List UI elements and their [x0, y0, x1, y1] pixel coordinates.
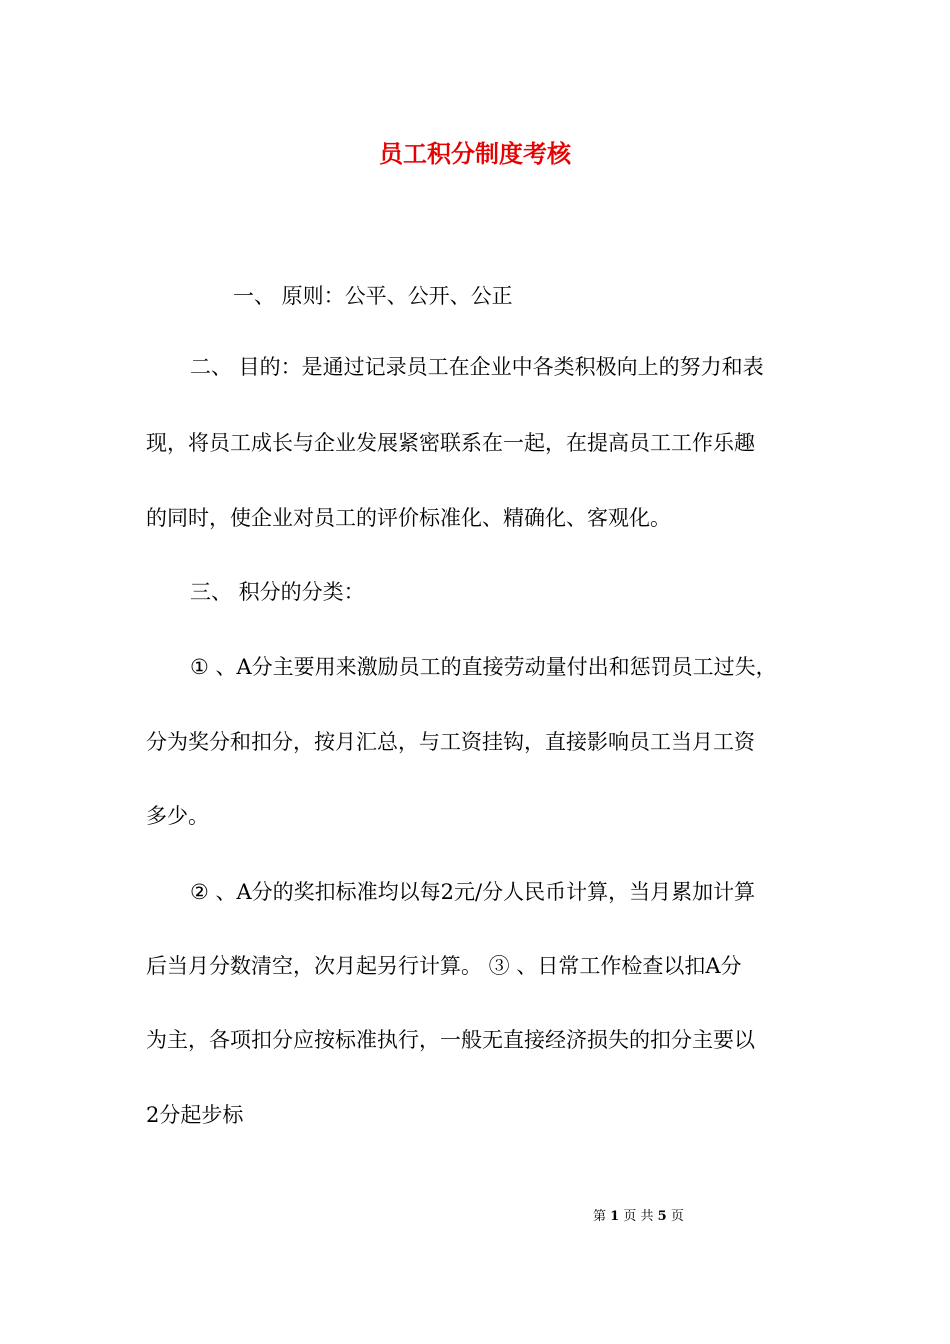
footer-middle: 页 共 [623, 1209, 654, 1224]
paragraph-line-principle: 一、 原则：公平、公开、公正 [233, 284, 513, 308]
footer-prefix: 第 [593, 1209, 607, 1224]
paragraph-line-item1-3: 多少。 [146, 804, 209, 828]
paragraph-line-item1-1: ① 、A分主要用来激励员工的直接劳动量付出和惩罚员工过失， [190, 655, 777, 679]
page-footer [593, 1208, 684, 1226]
paragraph-line-item3-1: 为主，各项扣分应按标准执行，一般无直接经济损失的扣分主要以 [146, 1028, 755, 1052]
paragraph-line-purpose-1: 二、 目的：是通过记录员工在企业中各类积极向上的努力和表 [190, 355, 764, 379]
paragraph-line-item3-2: 2分起步标 [146, 1103, 244, 1127]
footer-suffix: 页 [670, 1209, 684, 1224]
footer-total-pages: 5 [657, 1209, 667, 1224]
paragraph-line-purpose-3: 的同时，使企业对员工的评价标准化、精确化、客观化。 [146, 506, 671, 530]
paragraph-line-item2-1: ② 、A分的奖扣标准均以每2元/分人民币计算，当月累加计算 [190, 880, 756, 904]
footer-page-number: 1 [610, 1209, 620, 1224]
paragraph-line-item1-2: 分为奖分和扣分，按月汇总，与工资挂钩，直接影响员工当月工资 [146, 730, 755, 754]
paragraph-line-classification: 三、 积分的分类： [190, 580, 365, 604]
paragraph-line-purpose-2: 现，将员工成长与企业发展紧密联系在一起，在提高员工工作乐趣 [146, 431, 755, 455]
paragraph-line-item2-2: 后当月分数清空，次月起另行计算。 ③ 、日常工作检查以扣A分 [146, 954, 742, 978]
document-title: 员工积分制度考核 [379, 139, 571, 168]
